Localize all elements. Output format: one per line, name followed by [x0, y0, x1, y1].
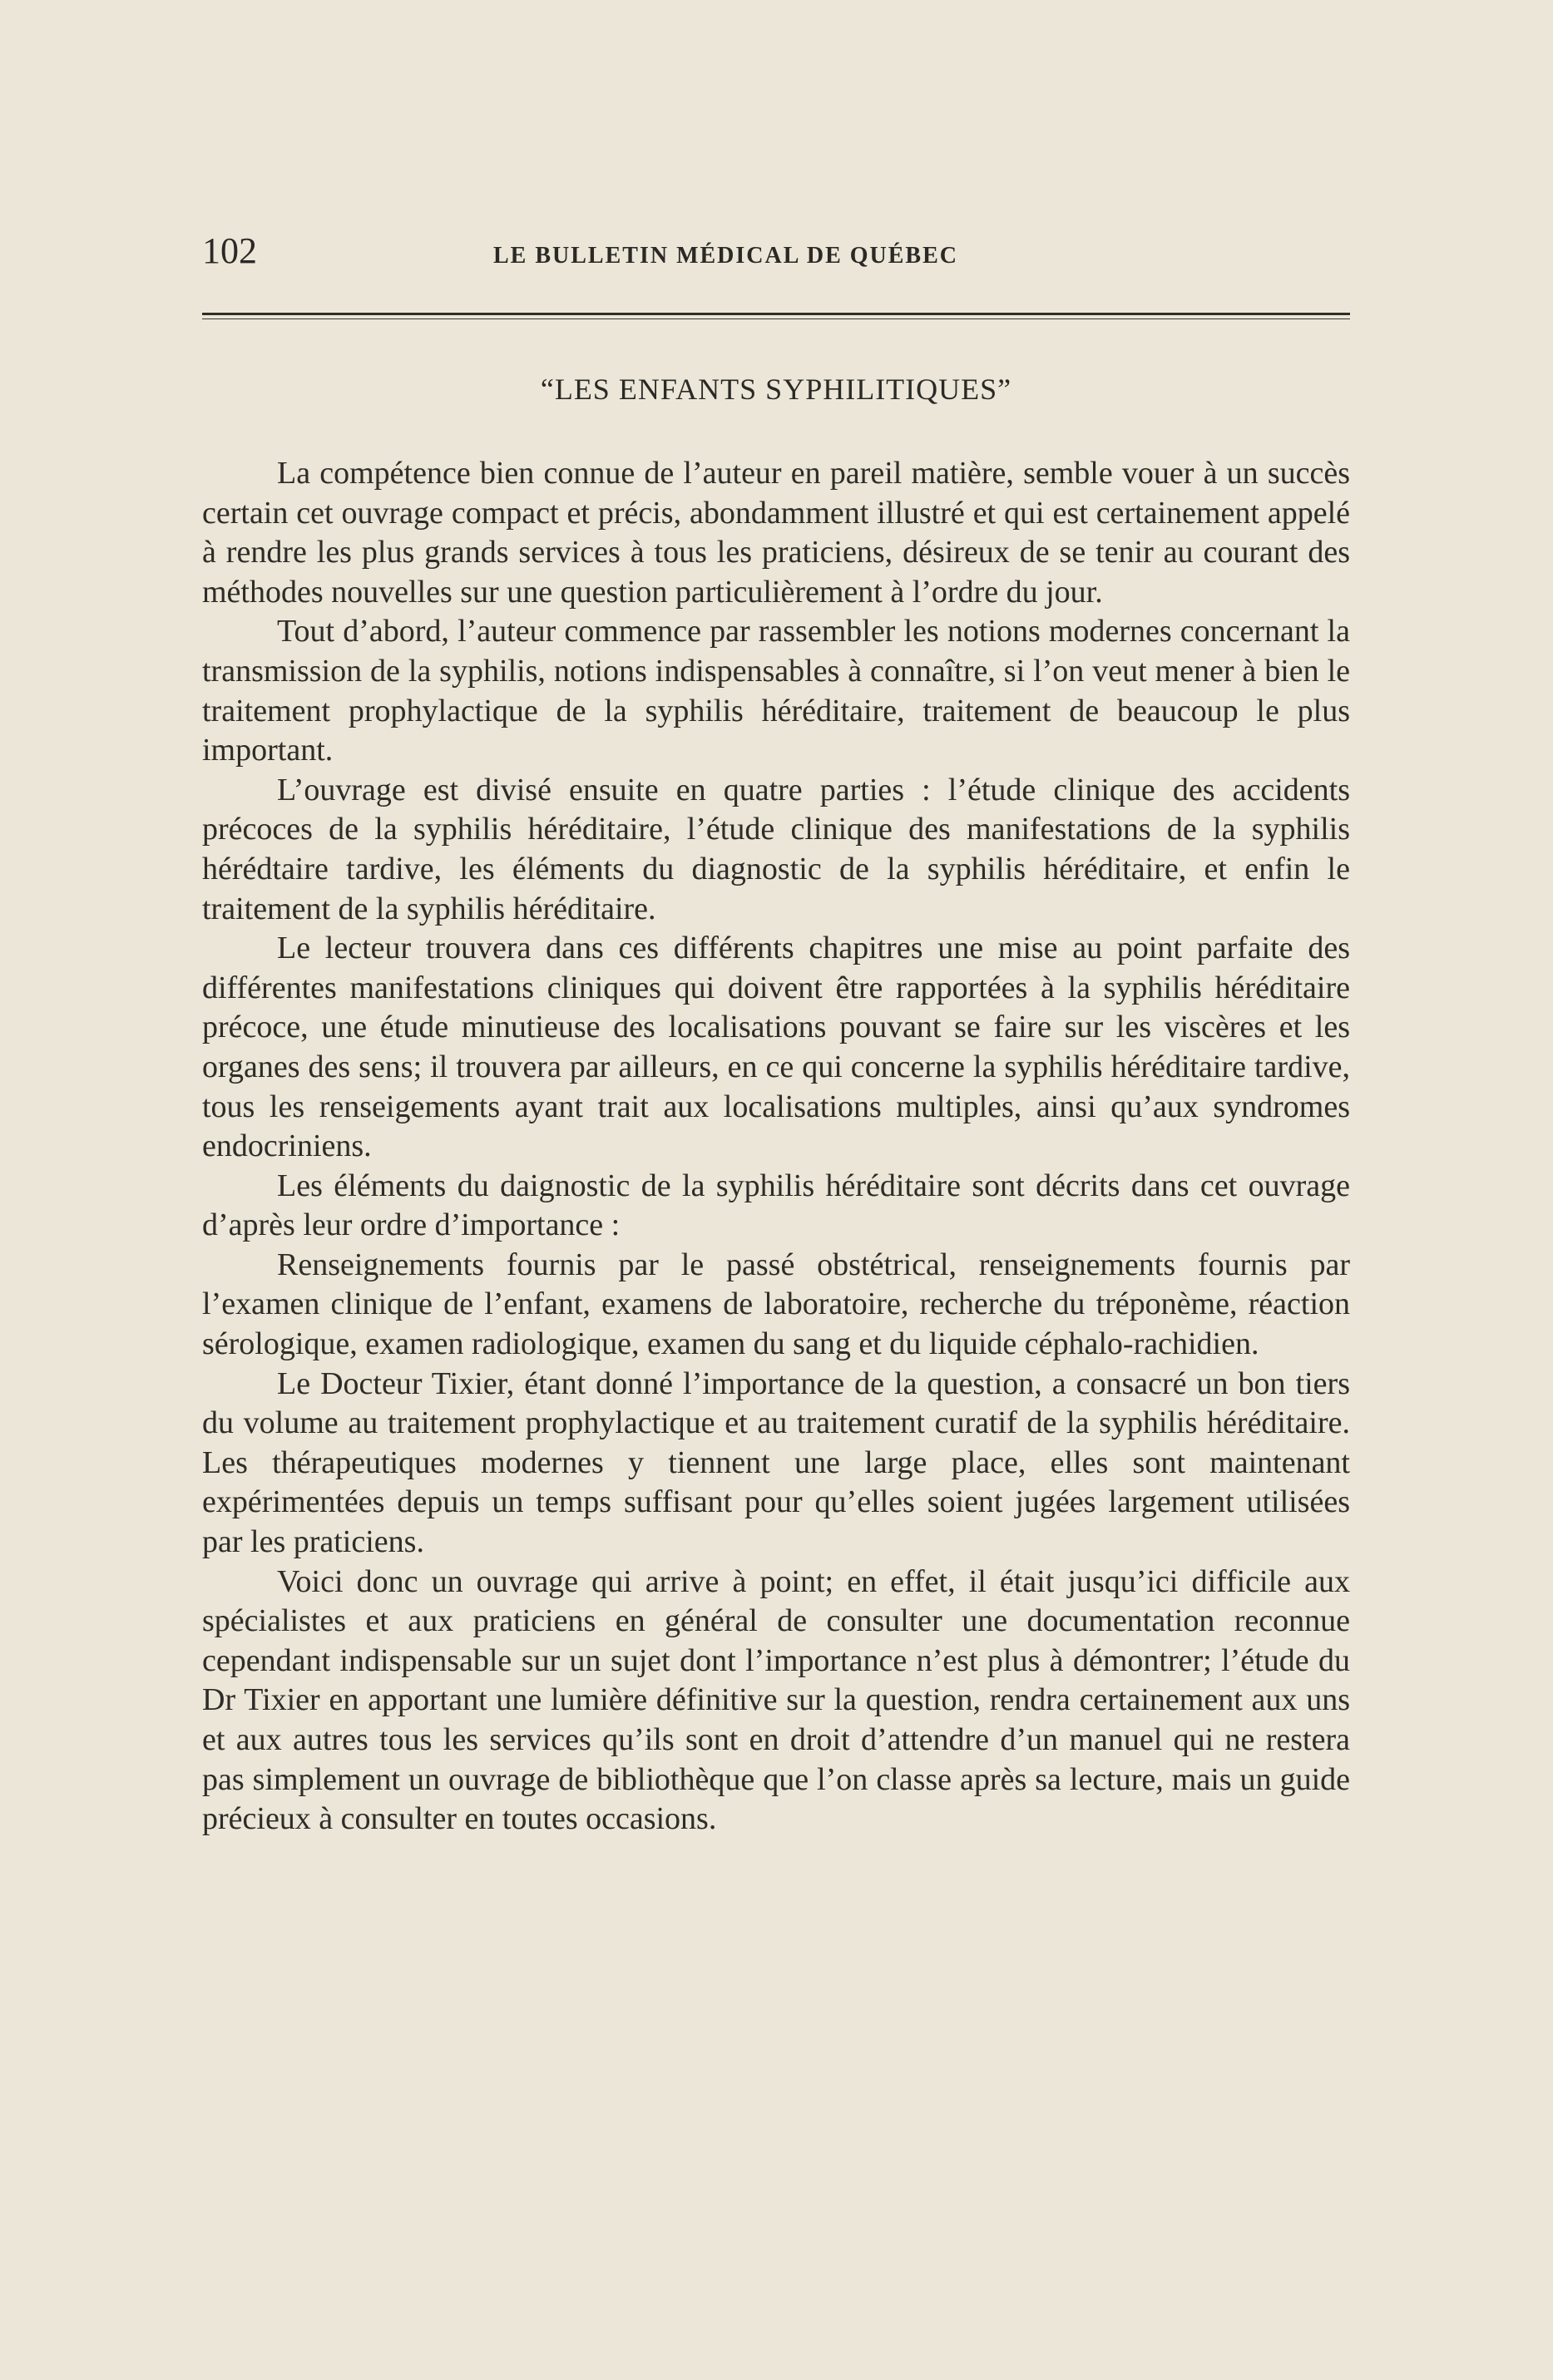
article-body	[202, 454, 1350, 1839]
paragraph-traitement: Le Docteur Tixier, étant donné l’importance de la question, a consacré un bon tiers du volume au traitement prophylactique et au traitement curatif de la syphilis héréditaire. Les thérapeutiques modernes y tiennent une large place, elles sont maintenant expérimentées depuis un temps suffisant pour qu’elles soient jugées largement utilisées par les praticiens.	[202, 1365, 1350, 1560]
journal-title: LE BULLETIN MÉDICAL DE QUÉBEC	[493, 243, 959, 269]
article-title: “LES ENFANTS SYPHILITIQUES”	[540, 373, 1012, 406]
paragraph-manifestations: Le lecteur trouvera dans ces différents chapitres une mise au point parfaite des différentes manifestations cliniques qui doivent être rapportées à la syphilis héréditaire précoce, une étude minutieuse des localisations pouvant se faire sur les viscères et les organes des sens; il trouvera par ailleurs, en ce qui concerne la syphilis héréditaire tardive, tous les renseigements ayant trait aux localisations multiples, ainsi qu’aux syndromes endocriniens.	[202, 931, 1350, 1164]
paragraph-diagnostic: Les éléments du daignostic de la syphilis héréditaire sont décrits dans cet ouvrage d’après leur ordre d’importance :	[202, 1168, 1350, 1243]
article	[202, 364, 1350, 1839]
paragraph-competence: La compétence bien connue de l’auteur en pareil matière, semble vouer à un succès certain cet ouvrage compact et précis, abondamment illustré et qui est certainement appelé à rendre les plus grands services à tous les praticiens, désireux de se tenir au courant des méthodes nouvelles sur une question particulièrement à l’ordre du jour.	[202, 456, 1350, 610]
page-number: 102	[202, 230, 257, 271]
header-rule-thin	[202, 318, 1350, 319]
header-double-rule	[202, 313, 1350, 321]
paragraph-divisions: L’ouvrage est divisé ensuite en quatre parties : l’étude clinique des accidents précoces de la syphilis héréditaire, l’étude clinique des manifestations de la syphilis hérédtaire tardive, les éléments du diagnostic de la syphilis héréditaire, et enfin le traitement de la syphilis héréditaire.	[202, 772, 1350, 926]
paragraph-renseignements: Renseignements fournis par le passé obstétrical, renseignements fournis par l’examen clinique de l’enfant, examens de laboratoire, recherche du tréponème, réaction sérologique, examen radiologique, examen du sang et du liquide céphalo-rachidien.	[202, 1247, 1350, 1362]
header-rule-thick	[202, 313, 1350, 315]
paragraph-conclusion: Voici donc un ouvrage qui arrive à point; en effet, il était jusqu’ici difficile aux spécialistes et aux praticiens en général de consulter une documentation reconnue cependant indispensable sur un sujet dont l’importance n’est plus à démontrer; l’étude du Dr Tixier en apportant une lumière définitive sur la question, rendra certainement aux uns et aux autres tous les services qu’ils sont en droit d’attendre d’un manuel qui ne restera pas simplement un ouvrage de bibliothèque que l’on classe après sa lecture, mais un guide précieux à consulter en toutes occasions.	[202, 1563, 1350, 1837]
paragraph-transmission: Tout d’abord, l’auteur commence par rassembler les notions modernes concernant la transmission de la syphilis, notions indispensables à connaître, si l’on veut mener à bien le traitement prophylactique de la syphilis héréditaire, traitement de beaucoup le plus important.	[202, 614, 1350, 768]
running-head	[202, 226, 1350, 284]
